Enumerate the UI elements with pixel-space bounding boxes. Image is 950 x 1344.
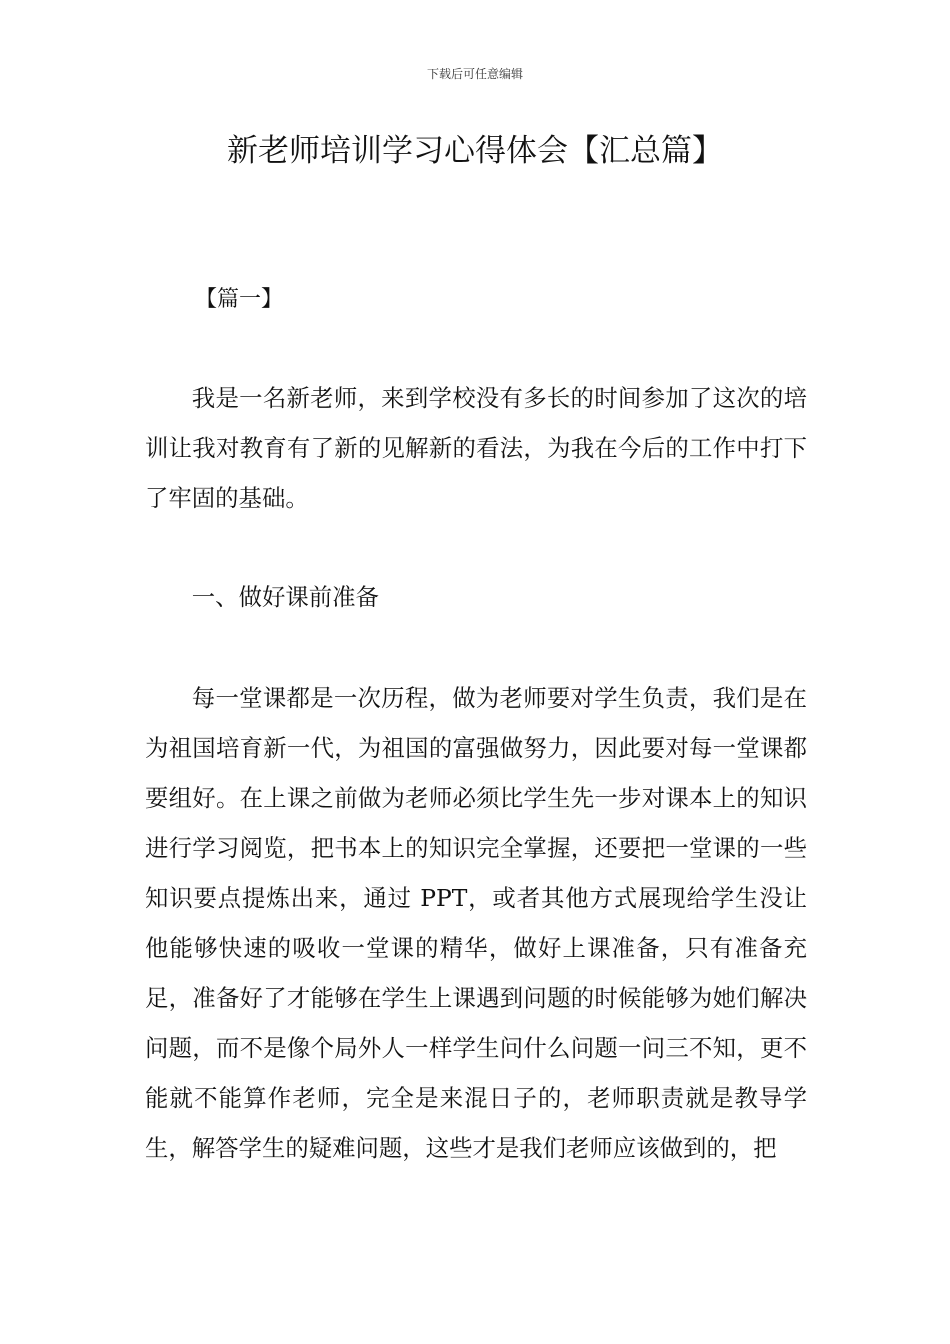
header-note: 下载后可任意编辑 (426, 67, 523, 81)
body-paragraph: 每一堂课都是一次历程，做为老师要对学生负责，我们是在为祖国培育新一代，为祖国的富强做努力，因此要对每一堂课都要组好。在上课之前做为老师必须比学生先一步对课本上的知识进行学习阅览，把书本上的知识完全掌握，还要把一堂课的一些知识要点提炼出来，通过 PPT，或者其他方式展现给学生没让他能够快速的吸收一堂课的精华，做好上课准备，只有准备充足，准备好了才能够在学生上课遇到问题的时候能够为她们解决问题，而不是像个局外人一样学生问什么问题一问三不知，更不能就不能算作老师，完全是来混日子的，老师职责就是教导学生，解答学生的疑难问题，这些才是我们老师应该做到的，把 (145, 684, 807, 1162)
intro-paragraph: 我是一名新老师，来到学校没有多长的时间参加了这次的培训让我对教育有了新的见解新的看法，为我在今后的工作中打下了牢固的基础。 (145, 384, 807, 512)
section-heading: 一、做好课前准备 (191, 583, 379, 611)
section-label: 【篇一】 (195, 287, 284, 312)
page-title: 新老师培训学习心得体会【汇总篇】 (227, 133, 723, 169)
